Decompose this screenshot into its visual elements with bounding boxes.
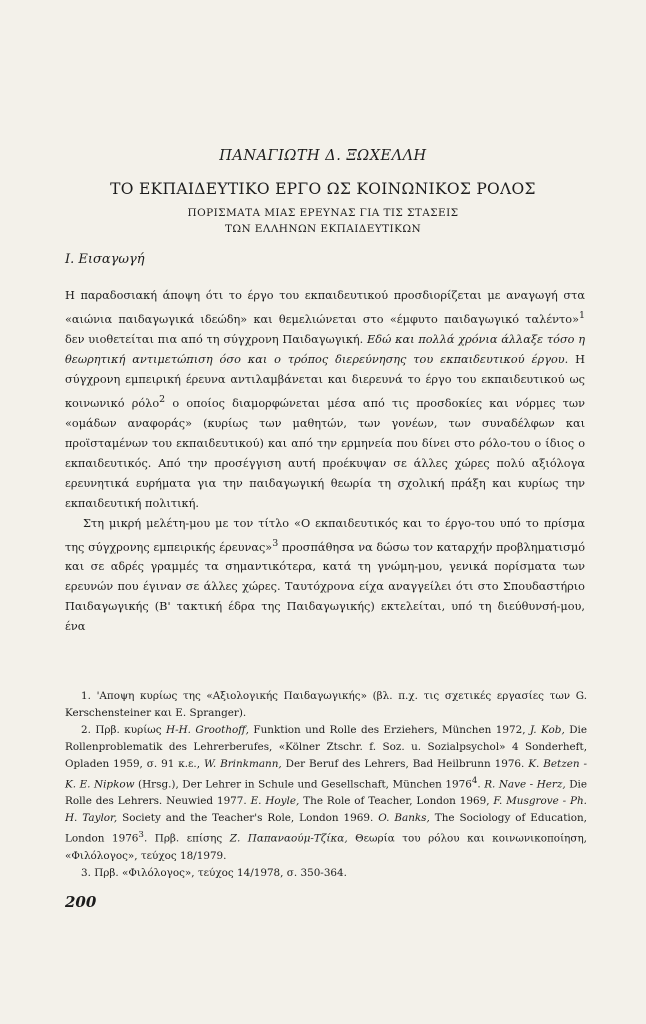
fn2-text: 2. Πρβ. κυρίως [81, 724, 167, 736]
fn2-text: The Role of Teacher, London 1969, [299, 795, 494, 808]
fn2-edition-sup: 3 [138, 830, 144, 841]
footnote-ref-3: 3 [272, 537, 279, 549]
paragraph-1 [65, 286, 585, 514]
fn2-text: . Πρβ. επίσης [143, 832, 230, 845]
footnote-3: 3. Πρβ. «Φιλόλογος», τεύχος 14/1978, σ. 350-364. [81, 866, 347, 879]
fn2-text: Θεωρία του ρόλου και κοινωνικοποίηση, «Φιλόλογος», τεύχος 18/1979. [65, 832, 587, 862]
footnotes [65, 688, 587, 882]
paragraph-1-text-c: Η σύγχρονη εμπειρική έρευνα αντιλαμβάνεται και διερευνά το έργο του εκπαιδευτικού ως κοινωνικό ρόλο [65, 352, 585, 410]
paragraph-1-text-b: δεν υιοθετείται πια από τη σύγχρονη Παιδαγωγική. [65, 332, 368, 346]
author-name: ΠΑΝΑΓΙΩΤΗ Δ. ΞΩΧΕΛΛΗ [219, 148, 427, 164]
fn2-text: . [477, 778, 485, 791]
fn2-text: Die Rolle des Lehrers. Neuwied 1977. [65, 778, 587, 808]
paragraph-1-text-d: ο οποίος διαμορφώνεται μέσα από τις προσδοκίες και νόρμες των «ομάδων αναφοράς» (κυρίως των μαθητών, των γονέων, των συναδέλφων και προϊσταμένων του εκπαιδευτικού) και από την ερμηνεία που δίνει στο ρόλο-του ο ίδιος ο εκπαιδευτικός. Από την προσέγγιση αυτή προέκυψαν σε άλλες χώρες πολύ αξιόλογα ερευνητικά ευρήματα για την παιδαγωγική θεωρία τη σχολική πράξη και κυρίως την εκπαιδευτική πολιτική. [65, 396, 585, 510]
fn2-author: O. Banks, [378, 812, 430, 825]
paragraph-1-text-a: Η παραδοσιακή άποψη ότι το έργο του εκπαιδευτικού προσδιορίζεται με αναγωγή στα «αιώνια παιδαγωγικά ιδεώδη» και θεμελιώνεται στο «έμφυτο παιδαγωγικό ταλέντο» [65, 289, 585, 326]
footnote-ref-1: 1 [579, 310, 585, 321]
paragraph-2-text-b: προσπάθησα να δώσω τον καταρχήν προβληματισμό και σε αδρές γραμμές τα σημαντικότερα, κατά τη γνώμη-μου, γενικά πορίσματα των ερευνών που έγιναν σε άλλες χώρες. Ταυτόχρονα είχα αναγγείλει ότι στο Σπουδαστήριο Παιδαγωγικής (Β' τακτική έδρα της Παιδαγωγικής) εκτελείται, υπό τη διεύθυνσή-μου, ένα [65, 540, 585, 634]
footnote-1: 1. 'Αποψη κυρίως της «Αξιολογικής Παιδαγωγικής» (βλ. π.χ. τις σχετικές εργασίες των G. Kerschensteiner και E. Spranger). [65, 690, 587, 719]
fn2-author: K. Betzen - K. E. Nipkow [65, 758, 587, 791]
fn2-author: E. Hoyle, [250, 795, 300, 808]
article-title: ΤΟ ΕΚΠΑΙΔΕΥΤΙΚΟ ΕΡΓΟ ΩΣ ΚΟΙΝΩΝΙΚΟΣ ΡΟΛΟΣ [110, 180, 536, 198]
footnote-ref-2: 2 [159, 393, 166, 405]
fn2-author: F. Musgrove - Ph. H. Taylor, [65, 795, 587, 825]
body-text [65, 286, 585, 637]
fn2-text: Society and the Teacher's Role, London 1969. [117, 812, 379, 825]
footnote-2 [65, 722, 587, 865]
paragraph-2-text-a: Στη μικρή μελέτη-μου με τον τίτλο «Ο εκπαιδευτικός και το έργο-του υπό το πρίσμα της σύγχρονης εμπειρικής έρευνας» [65, 516, 585, 554]
paragraph-2 [65, 514, 585, 638]
section-heading: Ι. Εισαγωγή [65, 252, 145, 267]
fn2-author: W. Brinkmann, [203, 758, 282, 770]
fn2-text: Der Beruf des Lehrers, Bad Heilbrunn 1976. [281, 758, 529, 770]
page-number: 200 [65, 893, 97, 911]
fn2-edition-sup: 4 [471, 776, 478, 786]
article-subtitle-line-1: ΠΟΡΙΣΜΑΤΑ ΜΙΑΣ ΕΡΕΥΝΑΣ ΓΙΑ ΤΙΣ ΣΤΑΣΕΙΣ [187, 207, 459, 219]
article-subtitle-line-2: ΤΩΝ ΕΛΛΗΝΩΝ ΕΚΠΑΙΔΕΥΤΙΚΩΝ [224, 223, 422, 235]
fn2-author: Ζ. Παπαναούμ-Τζίκα, [229, 832, 348, 845]
fn2-text: Funktion und Rolle des Erziehers, München 1972, [248, 724, 530, 736]
fn2-author: H-H. Groothoff, [166, 724, 249, 736]
fn2-text: Die Rollenproblematik des Lehrerberufes, «Kölner Ztschr. f. Soz. u. Sozialpsychol» 4 Sonderheft, Opladen 1959, σ. 91 κ.ε., [65, 724, 587, 770]
fn2-author: J. Kob, [529, 724, 565, 736]
fn2-text: The Sociology of Education, London 1976 [65, 812, 587, 845]
fn2-text: (Hrsg.), Der Lehrer in Schule und Gesellschaft, München 1976 [134, 778, 472, 791]
paragraph-1-italic: Εδώ και πολλά χρόνια άλλαξε τόσο η θεωρητική αντιμετώπιση όσο και ο τρόπος διερεύνησης του εκπαιδευτικού έργου. [65, 332, 585, 366]
fn2-author: R. Nave - Herz, [484, 778, 566, 791]
